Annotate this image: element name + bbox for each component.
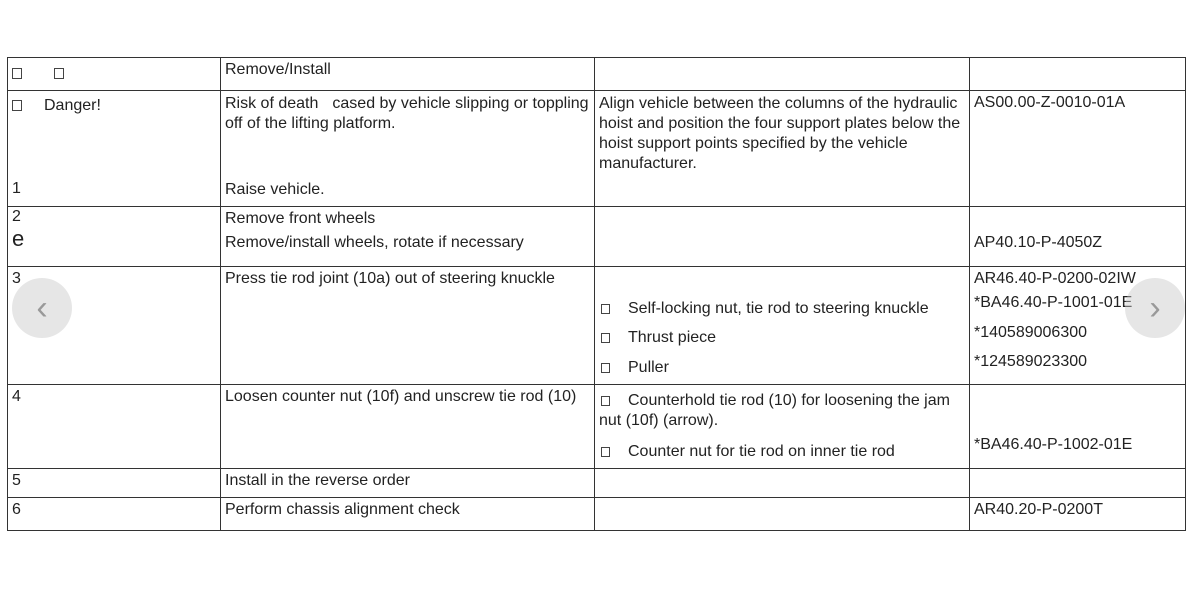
risk-text: Risk of death [225,95,319,112]
step-cell [8,207,221,267]
header-title-cell: Remove/Install [221,58,595,91]
risk-text-cont: cased by vehicle slipping or toppling off of the lifting platform. [225,95,589,132]
action-cell [221,207,595,267]
step-number: 3 [12,270,21,287]
checkbox-icon [601,363,610,373]
reference-link[interactable]: AP40.10-P-4050Z [974,234,1103,251]
step-number: 4 [12,388,21,405]
checkbox-icon [601,304,610,314]
procedure-table [7,57,1186,531]
note-text: Counter nut for tie rod on inner tie rod [599,442,895,462]
note-cell [595,91,970,207]
ref-cell [970,91,1186,207]
note-text: Align vehicle between the columns of the hydraulic hoist and position the four support plates below the hoist support points specified by the vehicle manufacturer. [599,95,961,172]
prev-page-button[interactable] [12,278,72,338]
warning-icon [12,100,22,111]
table-row [8,91,1186,207]
step-cell [8,498,221,531]
action-text: Press tie rod joint (10a) out of steering knuckle [225,270,555,287]
header-symbols-cell [8,58,221,91]
checkbox-icon [12,68,22,79]
next-page-button[interactable] [1125,278,1185,338]
action-text: Raise vehicle. [225,181,325,198]
checkbox-icon [601,396,610,406]
table-row [8,385,1186,469]
action-cell [221,385,595,469]
checkbox-icon [601,447,610,457]
checkbox-icon [54,68,64,79]
reference-link[interactable]: *140589006300 [974,324,1088,341]
ref-cell [970,498,1186,531]
list-item: Self-locking nut, tie rod to steering knuckle [599,299,929,319]
list-item: Puller [599,358,669,378]
table-row [8,469,1186,498]
step-number: 1 [12,180,21,197]
ref-cell [970,385,1186,469]
action-cell [221,91,595,207]
note-cell [595,385,970,469]
action-text: Install in the reverse order [225,472,410,489]
step-number: 6 [12,501,21,518]
danger-label: Danger! [44,97,101,114]
action-text: Remove front wheels [225,210,376,227]
table-row [8,267,1186,385]
chevron-left-icon: ‹ [36,289,48,327]
table-row [8,498,1186,531]
note-text: Counterhold tie rod (10) for loosening the jam nut (10f) (arrow). [599,392,950,429]
action-cell [221,267,595,385]
step-number: 2 [12,208,21,225]
reference-link[interactable]: *BA46.40-P-1002-01E [974,436,1133,453]
reference-link[interactable]: AR40.20-P-0200T [974,501,1103,518]
list-item: Thrust piece [599,328,716,348]
checkbox-icon [601,333,610,343]
chevron-right-icon: › [1149,289,1161,327]
action-text: Perform chassis alignment check [225,501,460,518]
reference-link[interactable]: *124589023300 [974,353,1088,370]
reference-link[interactable]: AR46.40-P-0200-02IW [974,270,1136,287]
ref-cell [970,207,1186,267]
step-cell [8,385,221,469]
symbol-e-icon: e [12,226,25,251]
step-cell [8,469,221,498]
items-cell [595,267,970,385]
step-number: 5 [12,472,21,489]
step-cell [8,91,221,207]
action-cell [221,498,595,531]
table-row [8,58,1186,91]
action-cell [221,469,595,498]
table-row [8,207,1186,267]
action-text: Loosen counter nut (10f) and unscrew tie rod (10) [225,388,577,405]
action-text[interactable]: Remove/install wheels, rotate if necessary [225,234,524,251]
reference-link[interactable]: *BA46.40-P-1001-01E [974,294,1133,311]
reference-link[interactable]: AS00.00-Z-0010-01A [974,94,1126,111]
